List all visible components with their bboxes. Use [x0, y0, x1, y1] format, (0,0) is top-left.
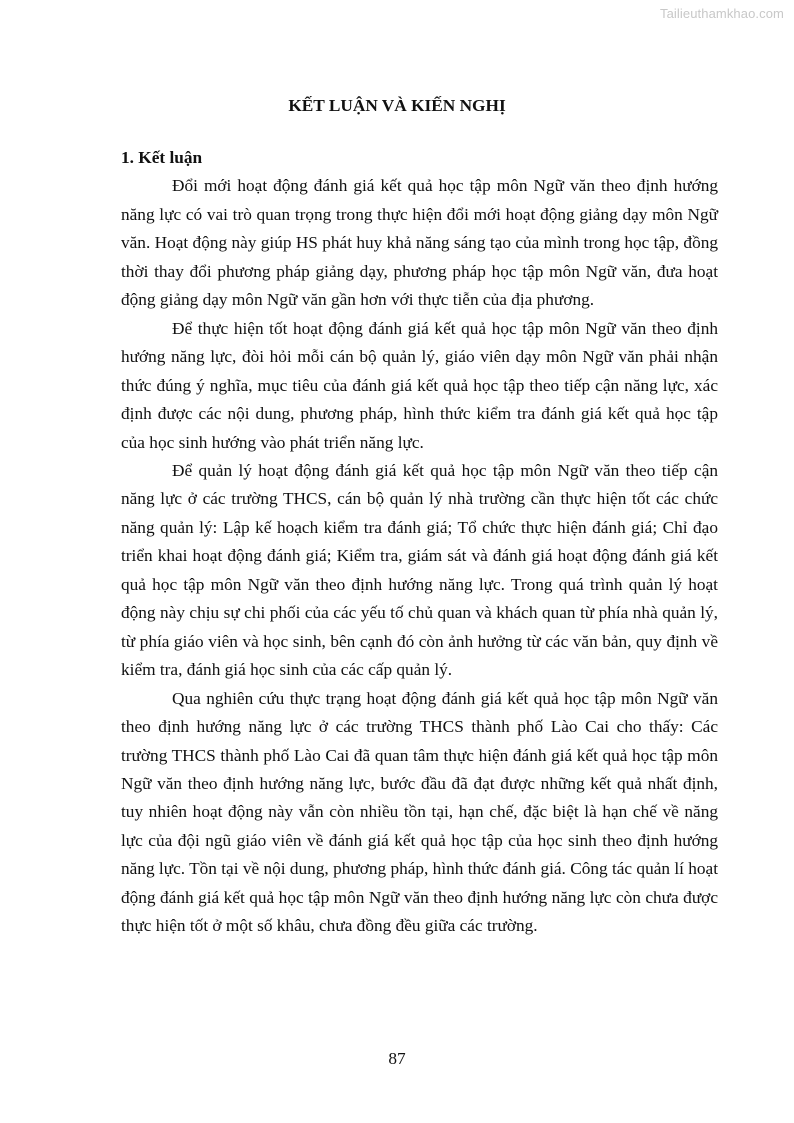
paragraph-2: Để thực hiện tốt hoạt động đánh giá kết quả học tập môn Ngữ văn theo định hướng năng lực, đòi hỏi mỗi cán bộ quản lý, giáo viên dạy môn Ngữ văn phải nhận thức đúng ý nghĩa, mục tiêu của đánh giá kết quả học tập theo tiếp cận năng lực, xác định được các nội dung, phương pháp, hình thức kiểm tra đánh giá kết quả học tập của học sinh hướng vào phát triển năng lực.: [121, 318, 718, 452]
document-body: [121, 144, 718, 941]
paragraph-1: Đổi mới hoạt động đánh giá kết quả học tập môn Ngữ văn theo định hướng năng lực có vai trò quan trọng trong thực hiện đổi mới hoạt động giảng dạy môn Ngữ văn. Hoạt động này giúp HS phát huy khả năng sáng tạo của mình trong học tập, đồng thời thay đổi phương pháp giảng dạy, phương pháp học tập môn Ngữ văn, đưa hoạt động giảng dạy môn Ngữ văn gần hơn với thực tiễn của địa phương.: [121, 176, 718, 310]
watermark-text: Tailieuthamkhao.com: [659, 6, 784, 21]
page-title: KẾT LUẬN VÀ KIẾN NGHỊ: [288, 96, 506, 115]
section-heading: 1. Kết luận: [121, 148, 203, 167]
paragraph-3: Để quản lý hoạt động đánh giá kết quả học tập môn Ngữ văn theo tiếp cận năng lực ở các trường THCS, cán bộ quản lý nhà trường cần thực hiện tốt các chức năng quản lý: Lập kế hoạch kiểm tra đánh giá; Tổ chức thực hiện đánh giá; Chỉ đạo triển khai hoạt động đánh giá; Kiểm tra, giám sát và đánh giá hoạt động đánh giá kết quả học tập môn Ngữ văn theo định hướng năng lực. Trong quá trình quản lý hoạt động này chịu sự chi phối của các yếu tố chủ quan và khách quan từ phía nhà quản lý, từ phía giáo viên và học sinh, bên cạnh đó còn ảnh hưởng từ các văn bản, quy định về kiểm tra, đánh giá học sinh của các cấp quản lý.: [121, 460, 718, 680]
paragraph-4: Qua nghiên cứu thực trạng hoạt động đánh giá kết quả học tập môn Ngữ văn theo định hướng năng lực ở các trường THCS thành phố Lào Cai cho thấy: Các trường THCS thành phố Lào Cai đã quan tâm thực hiện đánh giá kết quả học tập môn Ngữ văn theo định hướng năng lực, bước đầu đã đạt được những kết quả nhất định, tuy nhiên hoạt động này vẫn còn nhiều tồn tại, hạn chế, đặc biệt là hạn chế về năng lực của đội ngũ giáo viên về đánh giá kết quả học tập của học sinh theo định hướng năng lực. Tồn tại về nội dung, phương pháp, hình thức đánh giá. Công tác quản lí hoạt động đánh giá kết quả học tập môn Ngữ văn theo định hướng năng lực còn chưa được thực hiện tốt ở một số khâu, chưa đồng đều giữa các trường.: [121, 688, 719, 936]
page-number: 87: [388, 1049, 406, 1068]
